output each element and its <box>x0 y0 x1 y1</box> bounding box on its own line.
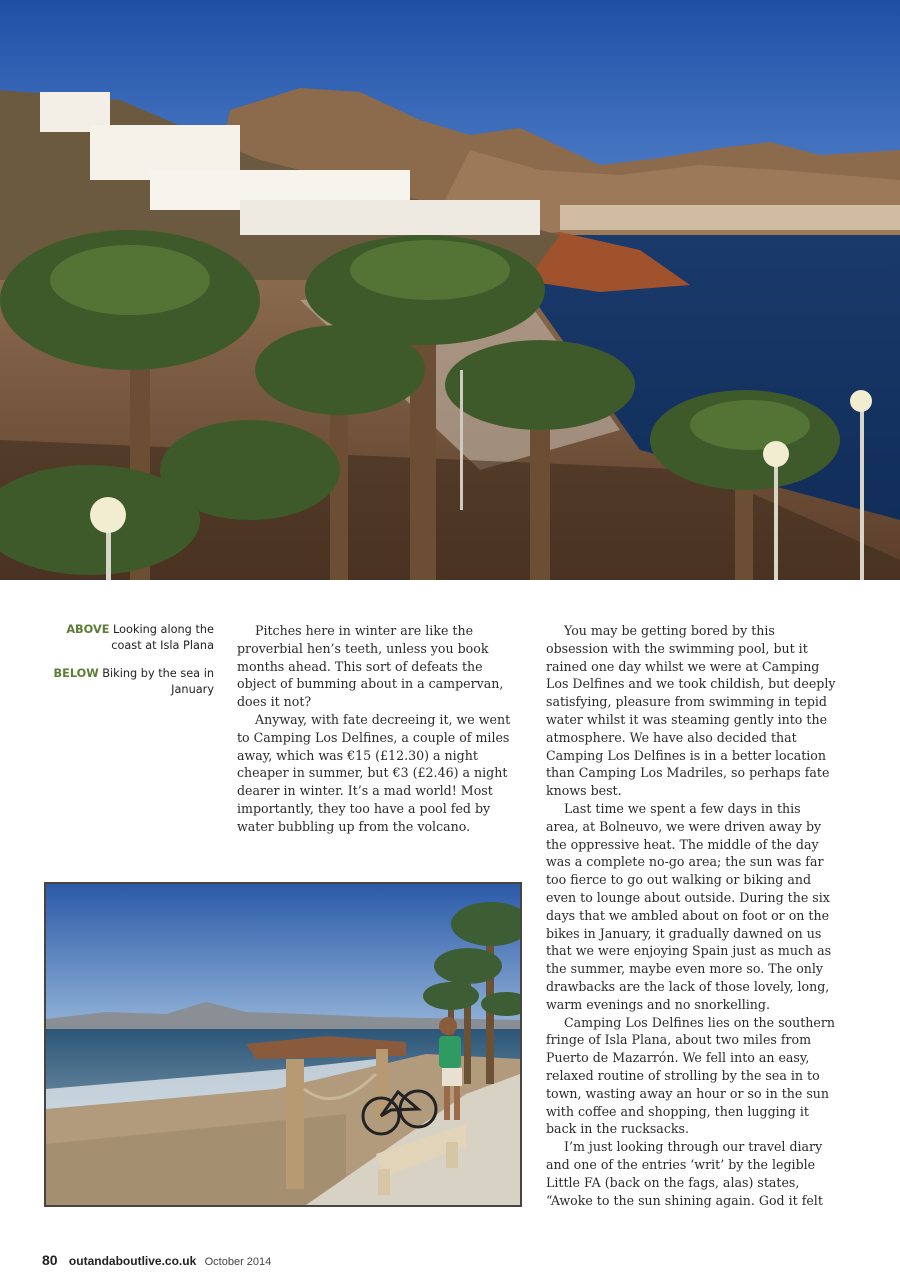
site-link[interactable]: outandaboutlive.co.uk <box>68 1254 197 1268</box>
article-column-right <box>546 622 836 1209</box>
paragraph: Anyway, with fate decreeing it, we went to Camping Los Delfines, a couple of miles away, which was €15 (£12.30) a night cheaper in summer, but €3 (£2.46) a night dearer in winter. It’s a mad world! Most importantly, they too have a pool fed by water bubbling up from the volcano. <box>237 711 511 834</box>
caption-text: Biking by the sea in January <box>102 667 214 696</box>
caption-text: Looking along the coast at Isla Plana <box>111 623 214 652</box>
biking-photo-illustration <box>46 884 520 1205</box>
paragraph: Last time we spent a few days in this area, at Bolneuvo, we were driven away by the oppressive heat. The middle of the day was a complete no-go area; the sun was far too fierce to go out walking or biking and even to lounge about outside. During the six days that we ambled about on foot or on the bikes in January, it gradually dawned on us that we were enjoying Spain just as much as the summer, maybe even more so. The only drawbacks are the lack of those lovely, long, warm evenings and no snorkelling. <box>546 800 832 1012</box>
photo-captions <box>40 622 214 710</box>
page-number: 80 <box>42 1252 58 1268</box>
paragraph: You may be getting bored by this obsession with the swimming pool, but it rained one day whilst we were at Camping Los Delfines and we took childish, but deeply satisfying, pleasure from swimming in tepid water whilst it was steaming gently into the atmosphere. We have also decided that Camping Los Delfines is in a better location than Camping Los Madriles, so perhaps fate knows best. <box>546 623 836 799</box>
page-footer <box>42 1252 271 1268</box>
paragraph: Pitches here in winter are like the proverbial hen’s teeth, unless you book months ahead. This sort of defeats the object of bumming about in a campervan, does it not? <box>237 623 504 710</box>
issue-date: October 2014 <box>204 1256 272 1268</box>
paragraph: Camping Los Delfines lies on the southern fringe of Isla Plana, about two miles from Puerto de Mazarrón. We fell into an easy, relaxed routine of strolling by the sea in to town, wasting away an hour or so in the sun with coffee and shopping, then lugging it back in the rucksacks. <box>546 1014 835 1137</box>
caption-kicker: BELOW <box>53 667 99 680</box>
caption-below <box>40 666 214 698</box>
caption-kicker: ABOVE <box>66 623 110 636</box>
caption-above <box>40 622 214 654</box>
hero-photo <box>0 0 900 580</box>
biking-photo <box>44 882 522 1207</box>
paragraph: I’m just looking through our travel diary and one of the entries ‘writ’ by the legible Little FA (back on the fags, alas) states, “Awoke to the sun shining again. God it felt <box>546 1139 823 1208</box>
article-column-middle <box>237 622 519 836</box>
hero-photo-illustration <box>0 0 900 580</box>
